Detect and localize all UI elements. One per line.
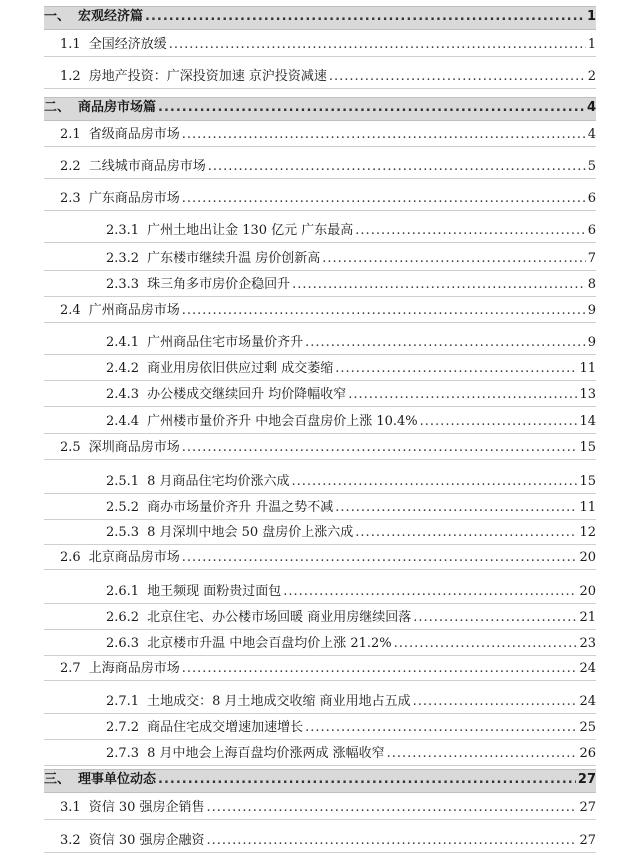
row-divider xyxy=(44,210,596,211)
toc-entry-number: 2.5 xyxy=(60,440,81,455)
toc-entry-title: 广东楼市继续升温 房价创新高 xyxy=(147,251,321,266)
toc-entry-number: 3.1 xyxy=(60,800,81,815)
toc-entry[interactable] xyxy=(106,471,596,493)
toc-entry-title: 商业用房依旧供应过剩 成交萎缩 xyxy=(147,361,334,376)
toc-entry[interactable] xyxy=(106,358,596,380)
toc-entry[interactable] xyxy=(44,97,596,119)
toc-entry-page: 9 xyxy=(587,303,596,318)
toc-entry-number: 2.7.3 xyxy=(106,746,140,761)
toc-entry-page: 21 xyxy=(579,610,596,625)
toc-leader-dots xyxy=(329,66,586,88)
toc-leader-dots xyxy=(305,717,577,739)
toc-entry-title: 北京商品房市场 xyxy=(88,550,180,565)
toc-entry-number: 2.7 xyxy=(60,661,81,676)
toc-entry[interactable] xyxy=(106,633,596,655)
toc-entry-page: 12 xyxy=(579,525,596,540)
toc-leader-dots xyxy=(158,97,585,119)
toc-entry-title: 资信 30 强房企融资 xyxy=(88,833,205,848)
toc-entry-page: 9 xyxy=(587,335,596,350)
toc-entry-title: 广州楼市量价齐升 中地会百盘房价上涨 10.4% xyxy=(147,414,418,429)
toc-entry[interactable] xyxy=(60,124,596,146)
toc-entry-page: 27 xyxy=(579,800,596,815)
row-divider xyxy=(44,569,596,570)
row-divider xyxy=(44,88,596,89)
toc-entry-page: 11 xyxy=(579,361,596,376)
toc-entry-number: 2.4.4 xyxy=(106,414,140,429)
toc-leader-dots xyxy=(348,384,577,406)
toc-entry[interactable] xyxy=(106,274,596,296)
toc-entry[interactable] xyxy=(106,717,596,739)
toc-entry-title: 8 月中地会上海百盘均价涨两成 涨幅收窄 xyxy=(147,746,385,761)
row-divider xyxy=(44,322,596,323)
toc-entry-title: 8 月深圳中地会 50 盘房价上涨六成 xyxy=(147,525,354,540)
toc-entry-page: 6 xyxy=(587,223,596,238)
toc-leader-dots xyxy=(207,830,578,852)
toc-leader-dots xyxy=(182,658,578,680)
toc-entry[interactable] xyxy=(106,384,596,406)
toc-leader-dots xyxy=(145,6,585,28)
toc-entry-page: 7 xyxy=(587,251,596,266)
toc-entry[interactable] xyxy=(106,497,596,519)
toc-leader-dots xyxy=(335,497,577,519)
toc-entry[interactable] xyxy=(44,769,596,791)
row-divider xyxy=(44,270,596,271)
row-divider xyxy=(44,519,596,520)
toc-entry-page: 15 xyxy=(579,440,596,455)
toc-entry[interactable] xyxy=(106,522,596,544)
row-divider xyxy=(44,629,596,630)
toc-leader-dots xyxy=(355,522,577,544)
toc-leader-dots xyxy=(305,332,586,354)
toc-leader-dots xyxy=(355,220,585,242)
toc-entry[interactable] xyxy=(106,332,596,354)
toc-entry[interactable] xyxy=(44,6,596,28)
row-divider xyxy=(44,433,596,434)
row-divider xyxy=(44,713,596,714)
toc-entry-page: 2 xyxy=(587,69,596,84)
toc-entry-title: 土地成交：8 月土地成交收缩 商业用地占五成 xyxy=(147,694,411,709)
toc-entry-title: 上海商品房市场 xyxy=(88,661,180,676)
toc-entry-page: 15 xyxy=(579,474,596,489)
toc-entry-number: 二、 xyxy=(44,100,71,115)
toc-entry-number: 三、 xyxy=(44,772,71,787)
toc-entry-page: 1 xyxy=(586,9,596,24)
toc-entry[interactable] xyxy=(60,34,596,56)
toc-entry-title: 珠三角多市房价企稳回升 xyxy=(147,277,291,292)
toc-leader-dots xyxy=(335,358,577,380)
toc-entry-title: 8 月商品住宅均价涨六成 xyxy=(147,474,290,489)
toc-entry-number: 2.6.1 xyxy=(106,584,140,599)
row-divider xyxy=(44,603,596,604)
toc-entry-page: 27 xyxy=(579,833,596,848)
toc-entry-number: 2.6.3 xyxy=(106,636,140,651)
toc-entry-page: 5 xyxy=(587,159,596,174)
row-divider xyxy=(44,296,596,297)
toc-entry-title: 地王频现 面粉贵过面包 xyxy=(147,584,282,599)
toc-entry-page: 25 xyxy=(579,720,596,735)
toc-leader-dots xyxy=(322,248,586,270)
toc-entry-title: 商品房市场篇 xyxy=(78,100,157,115)
toc-entry-title: 宏观经济篇 xyxy=(78,9,144,24)
row-divider xyxy=(44,655,596,656)
toc-entry-page: 4 xyxy=(587,127,596,142)
toc-entry-page: 26 xyxy=(579,746,596,761)
toc-entry-number: 3.2 xyxy=(60,833,81,848)
toc-entry-title: 北京住宅、办公楼市场回暖 商业用房继续回落 xyxy=(147,610,412,625)
toc-entry-title: 办公楼成交继续回升 均价降幅收窄 xyxy=(147,387,347,402)
toc-entry[interactable] xyxy=(106,581,596,603)
row-divider xyxy=(44,819,596,820)
toc-entry-number: 一、 xyxy=(44,9,71,24)
toc-entry-title: 省级商品房市场 xyxy=(88,127,180,142)
toc-entry-page: 11 xyxy=(579,500,596,515)
toc-entry[interactable] xyxy=(106,248,596,270)
toc-entry-page: 24 xyxy=(579,694,596,709)
toc-entry-number: 2.6.2 xyxy=(106,610,140,625)
row-divider xyxy=(44,765,596,766)
toc-leader-dots xyxy=(158,769,576,791)
toc-leader-dots xyxy=(182,300,586,322)
toc-leader-dots xyxy=(169,34,586,56)
toc-entry[interactable] xyxy=(106,220,596,242)
row-divider xyxy=(44,406,596,407)
toc-entry[interactable] xyxy=(106,743,596,765)
toc-entry-page: 6 xyxy=(587,191,596,206)
toc-entry[interactable] xyxy=(106,411,596,433)
toc-entry-title: 广州商品房市场 xyxy=(88,303,180,318)
toc-entry-title: 商办市场量价齐升 升温之势不减 xyxy=(147,500,334,515)
toc-entry-title: 全国经济放缓 xyxy=(88,37,167,52)
toc-entry-page: 20 xyxy=(579,550,596,565)
toc-entry-number: 2.1 xyxy=(60,127,81,142)
toc-leader-dots xyxy=(207,797,578,819)
toc-leader-dots xyxy=(283,581,577,603)
toc-entry-number: 2.7.2 xyxy=(106,720,140,735)
row-divider xyxy=(44,680,596,681)
row-divider xyxy=(44,459,596,460)
toc-entry-number: 2.5.2 xyxy=(106,500,140,515)
toc-entry-page: 4 xyxy=(586,100,596,115)
toc-entry-number: 1.1 xyxy=(60,37,81,52)
toc-leader-dots xyxy=(208,156,586,178)
toc-entry[interactable] xyxy=(60,300,596,322)
toc-entry-number: 2.4.3 xyxy=(106,387,140,402)
toc-entry-number: 2.3.1 xyxy=(106,223,140,238)
toc-leader-dots xyxy=(387,743,578,765)
toc-entry-number: 2.4.2 xyxy=(106,361,140,376)
toc-entry-number: 2.3.3 xyxy=(106,277,140,292)
toc-entry-number: 2.4.1 xyxy=(106,335,140,350)
toc-entry[interactable] xyxy=(60,547,596,569)
toc-entry-number: 2.7.1 xyxy=(106,694,140,709)
toc-entry-number: 2.3.2 xyxy=(106,251,140,266)
toc-entry-number: 2.5.1 xyxy=(106,474,140,489)
row-divider xyxy=(44,380,596,381)
toc-entry-title: 广州土地出让金 130 亿元 广东最高 xyxy=(147,223,354,238)
toc-entry-title: 北京楼市升温 中地会百盘均价上涨 21.2% xyxy=(147,636,392,651)
toc-entry-number: 1.2 xyxy=(60,69,81,84)
row-divider xyxy=(44,242,596,243)
toc-entry[interactable] xyxy=(60,66,596,88)
toc-leader-dots xyxy=(182,547,578,569)
toc-entry-title: 房地产投资：广深投资加速 京沪投资减速 xyxy=(88,69,327,84)
toc-entry-page: 8 xyxy=(587,277,596,292)
row-divider xyxy=(44,146,596,147)
row-divider xyxy=(44,178,596,179)
toc-entry-page: 20 xyxy=(579,584,596,599)
toc-leader-dots xyxy=(182,188,586,210)
toc-entry-number: 2.5.3 xyxy=(106,525,140,540)
toc-entry-number: 2.3 xyxy=(60,191,81,206)
toc-entry-number: 2.6 xyxy=(60,550,81,565)
toc-leader-dots xyxy=(291,471,577,493)
row-divider xyxy=(44,56,596,57)
row-divider xyxy=(44,354,596,355)
toc-leader-dots xyxy=(182,437,578,459)
toc-entry[interactable] xyxy=(60,437,596,459)
toc-entry[interactable] xyxy=(60,188,596,210)
toc-entry[interactable] xyxy=(106,607,596,629)
toc-leader-dots xyxy=(292,274,586,296)
row-divider xyxy=(44,493,596,494)
toc-leader-dots xyxy=(182,124,586,146)
toc-entry-number: 2.4 xyxy=(60,303,81,318)
toc-entry[interactable] xyxy=(60,830,596,852)
toc-entry-title: 广东商品房市场 xyxy=(88,191,180,206)
toc-entry-page: 14 xyxy=(579,414,596,429)
toc-entry[interactable] xyxy=(60,797,596,819)
row-divider xyxy=(44,739,596,740)
toc-leader-dots xyxy=(413,607,577,629)
toc-entry-page: 27 xyxy=(577,772,596,787)
toc-entry-number: 2.2 xyxy=(60,159,81,174)
toc-entry[interactable] xyxy=(106,691,596,713)
toc-entry-page: 23 xyxy=(579,636,596,651)
toc-entry-title: 广州商品住宅市场量价齐升 xyxy=(147,335,304,350)
toc-entry-title: 资信 30 强房企销售 xyxy=(88,800,205,815)
toc-entry-page: 13 xyxy=(579,387,596,402)
toc-entry-title: 二线城市商品房市场 xyxy=(88,159,206,174)
toc-leader-dots xyxy=(420,411,578,433)
toc-leader-dots xyxy=(413,691,578,713)
row-divider xyxy=(44,852,596,853)
toc-leader-dots xyxy=(394,633,578,655)
toc-entry-title: 商品住宅成交增速加速增长 xyxy=(147,720,304,735)
toc-entry-page: 24 xyxy=(579,661,596,676)
toc-entry[interactable] xyxy=(60,658,596,680)
toc-entry-title: 理事单位动态 xyxy=(78,772,157,787)
toc-entry-title: 深圳商品房市场 xyxy=(88,440,180,455)
row-divider xyxy=(44,544,596,545)
toc-entry[interactable] xyxy=(60,156,596,178)
toc-entry-page: 1 xyxy=(587,37,596,52)
